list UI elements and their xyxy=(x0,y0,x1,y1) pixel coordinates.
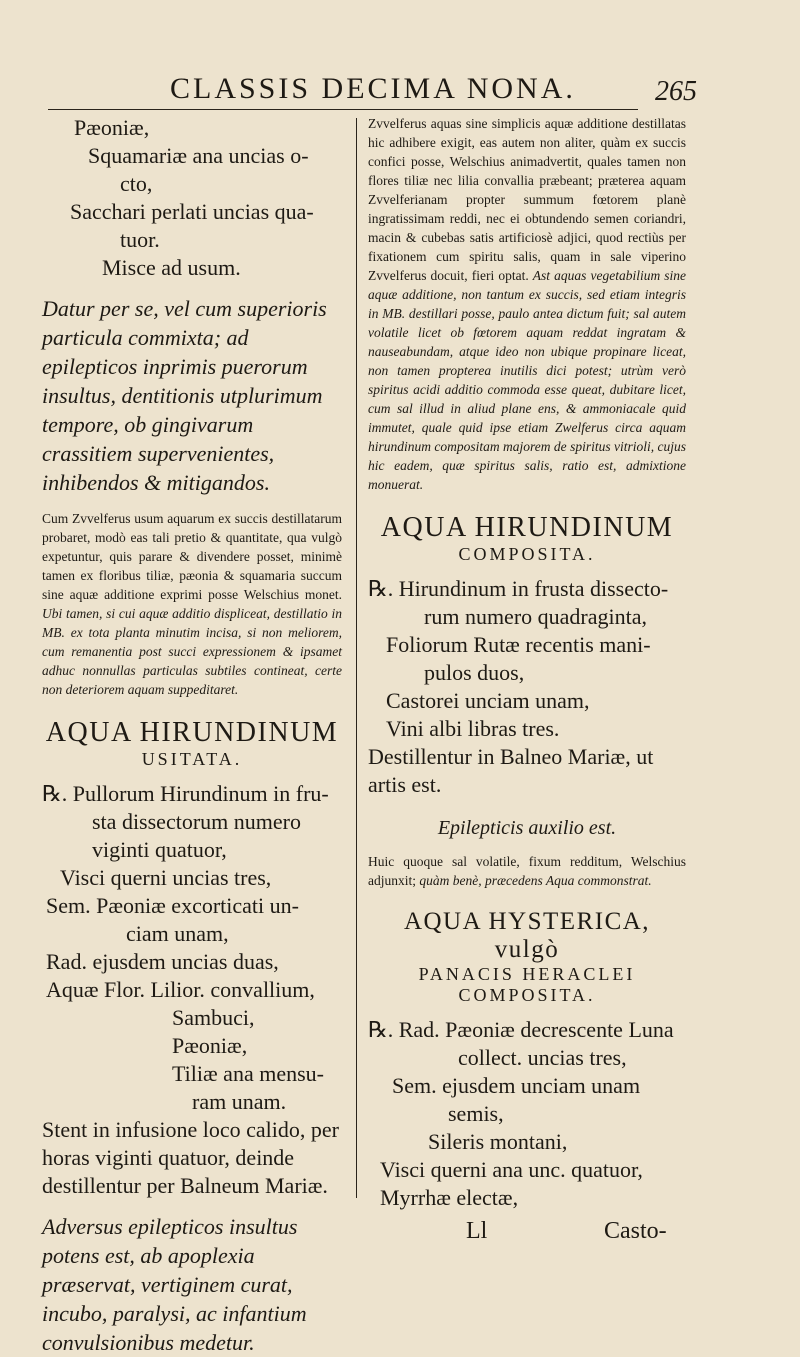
signature-mark: Ll xyxy=(466,1218,488,1244)
running-header: CLASSIS DECIMA NONA. xyxy=(170,72,576,105)
instructions: Stent in infusione loco calido, per horas viginti quatuor, deinde destillentur per Balneum Mariæ. xyxy=(42,1117,339,1198)
recipe-line: rum numero quadraginta, xyxy=(424,604,647,629)
recipe-line: ram unam. xyxy=(192,1089,287,1114)
recipe-line: Foliorum Rutæ recentis mani- xyxy=(386,632,651,657)
instructions: Destillentur in Balneo Mariæ, ut artis est. xyxy=(368,744,654,797)
recipe-line: collect. uncias tres, xyxy=(458,1045,627,1070)
note xyxy=(368,852,686,890)
right-column xyxy=(368,114,686,1254)
recipe-hirundinum-composita xyxy=(368,575,686,743)
note-plain: Huic quoque sal volatile, fixum redditum, Welschius adjunxit; xyxy=(368,854,686,888)
recipe-line: Pæoniæ, xyxy=(74,115,150,140)
header-rule xyxy=(48,109,638,110)
recipe-line: Castorei unciam unam, xyxy=(386,688,590,713)
recipe-line: Vini albi libras tres. xyxy=(386,716,560,741)
commentary-plain: Cum Zvvelferus usum aquarum ex succis destillatarum probaret, modò eas tali pretio & quantitate, qua vulgò expetuntur, quis parare & divendere posset, minimè tamen ex floribus tiliæ, pæonia & squamaria succum sine aquæ additione exprimi posse Welschius monet. xyxy=(42,511,342,602)
section-subtitle: COMPOSITA. xyxy=(458,544,596,564)
catchword: Casto- xyxy=(604,1218,667,1244)
recipe-line: Sacchari perlati uncias qua- xyxy=(70,199,314,224)
recipe-line: viginti quatuor, xyxy=(92,837,227,862)
recipe-line: Sambuci, xyxy=(172,1005,255,1030)
recipe-line: tuor. xyxy=(120,227,160,252)
recipe-line: ℞. Hirundinum in frusta dissecto- xyxy=(368,576,669,601)
section-subtitle: PANACIS HERACLEI COMPOSITA. xyxy=(418,964,636,1005)
recipe-line: pulos duos, xyxy=(424,660,525,685)
recipe-line: Myrrhæ electæ, xyxy=(380,1185,519,1210)
commentary-plain: Zvvelferus aquas sine simplicis aquæ additione destillatas hic adhibere exigit, eas autem non aliter, quàm ex succis confici posse, Welschius animadvertit, quales tamen non flores tiliæ nec lilia convallia præbeant; præterea aquam Zvvelferianam propter summum fœtorem planè ingratissimam reddi, nec ei obtundendo semen coriandri, macin & cubebas satis artificiosè adjici, quod rectiùs per fixationem cum spiritu salis, quam in sale viperino Zvvelferus docuit, fieri optat. xyxy=(368,116,686,283)
recipe-line: ℞. Pullorum Hirundinum in fru- xyxy=(42,781,329,806)
usage-note: Datur per se, vel cum superioris particula commixta; ad epilepticos inprimis puerorum insultus, dentitionis utplurimum tempore, ob gingivarum crassitiem supervenientes, inhibendos & mitigandos. xyxy=(42,296,327,495)
recipe-line: Squamariæ ana uncias o- xyxy=(88,143,309,168)
recipe-continuation xyxy=(42,114,342,282)
recipe-hysterica xyxy=(368,1016,686,1212)
page-number: 265 xyxy=(655,76,697,107)
closing-note: Adversus epilepticos insultus potens est, ab apoplexia præservat, vertiginem curat, incubo, paralysi, ac infantium convulsionibus medetur. xyxy=(42,1214,307,1355)
recipe-line: Sem. Pæoniæ excorticati un- xyxy=(46,893,299,918)
recipe-line: Sileris montani, xyxy=(428,1129,568,1154)
recipe-line: Misce ad usum. xyxy=(102,255,241,280)
commentary-italic: Ubi tamen, si cui aquæ additio displiceat, destillatio in MB. ex tota planta minutim incisa, si non meliorem, cum remanentia post succi expressionem & ipsamet adhuc nonnullas particulas subtiles contineat, certe non deteriorem aquam suppeditaret. xyxy=(42,606,342,697)
section-title: AQUA HIRUNDINUM xyxy=(45,717,339,748)
column-divider xyxy=(356,118,357,1198)
section-title: AQUA HIRUNDINUM xyxy=(380,512,674,543)
recipe-line: Visci querni ana unc. quatuor, xyxy=(380,1157,643,1182)
recipe-line: cto, xyxy=(120,171,153,196)
recipe-line: ℞. Rad. Pæoniæ decrescente Luna xyxy=(368,1017,674,1042)
recipe-line: Rad. ejusdem uncias duas, xyxy=(46,949,279,974)
recipe-line: sta dissectorum numero xyxy=(92,809,301,834)
recipe-hirundinum-usitata xyxy=(42,780,342,1116)
recipe-line: Aquæ Flor. Lilior. convallium, xyxy=(46,977,315,1002)
recipe-line: Sem. ejusdem unciam unam xyxy=(392,1073,641,1098)
note-italic: quàm benè, præcedens Aqua commonstrat. xyxy=(419,873,652,888)
recipe-line: Visci querni uncias tres, xyxy=(60,865,272,890)
recipe-line: Pæoniæ, xyxy=(172,1033,248,1058)
commentary-italic: Ast aquas vegetabilium sine aquæ additione, non tantum ex succis, sed etiam integris in MB. destillari posse, paulo antea dictum fuit; sal autem volatile licet ob fœtorem aquam reddat ingratam & nauseabundam, atque ideo non ubique propinare liceat, non tamen propterea inutilis dici potest; utrùm verò spiritus acidi additio commoda esse queat, dubitare licet, cum sal illud in aliud plane ens, & ammoniacale quid immutet, quale quid ipse etiam Zwelferus circa aquam hirundinum compositam majorem de spiritus vitrioli, cujus hic eadem, quæ spiritus salis, ratio est, admixtione monuerat. xyxy=(368,268,687,492)
section-subtitle: USITATA. xyxy=(141,749,243,769)
commentary xyxy=(42,509,342,699)
recipe-line: Tiliæ ana mensu- xyxy=(172,1061,324,1086)
page-footer xyxy=(368,1218,686,1254)
recipe-line: semis, xyxy=(448,1101,504,1126)
section-title: AQUA HYSTERICA, vulgò xyxy=(403,908,651,963)
left-column xyxy=(42,114,342,1357)
commentary xyxy=(368,114,686,494)
usage-note: Epilepticis auxilio est. xyxy=(437,817,617,839)
recipe-line: ciam unam, xyxy=(126,921,229,946)
